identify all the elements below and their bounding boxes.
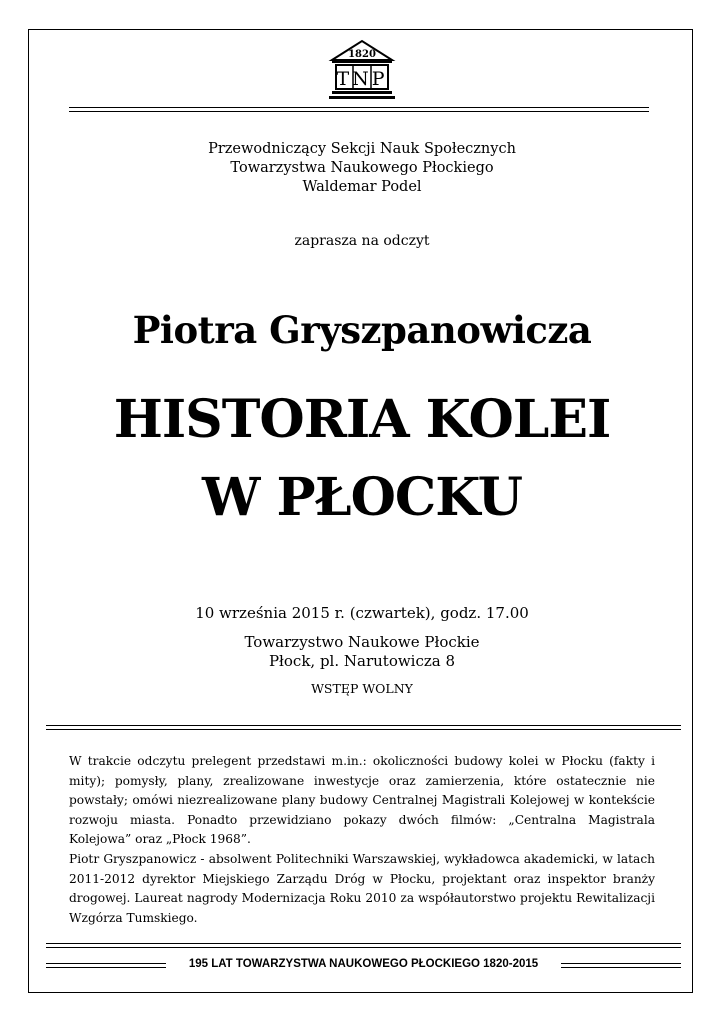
entry-free: WSTĘP WOLNY	[311, 681, 413, 696]
footer	[46, 957, 681, 975]
lecture-author: Piotra Gryszpanowicza	[132, 308, 592, 352]
header-line-1: Przewodniczący Sekcji Nauk Społecznych	[208, 141, 516, 157]
description-paragraph-1: W trakcie odczytu prelegent przedstawi m.in.: okoliczności budowy kolei w Płocku (fakty i mity); pomysły, plany, zrealizowane inwestycje oraz zamierzenia, które ostatecznie nie powstały; omówi niezrealizowane plany budowy Centralnej Magistrali Kolejowej w kontekście rozwoju miasta. Ponadto przewidziano pokazy dwóch filmów: „Centralna Magistrala Kolejowa” oraz „Płock 1968”.	[69, 754, 655, 846]
header-line-3: Waldemar Podel	[302, 179, 422, 195]
logo-year: 1820	[348, 49, 376, 60]
tnp-logo	[328, 38, 396, 100]
top-divider	[69, 107, 649, 112]
header-line-2: Towarzystwa Naukowego Płockiego	[230, 160, 494, 176]
lecture-title-line-1: HISTORIA KOLEI	[113, 389, 611, 450]
logo-letters: TNP	[336, 68, 388, 90]
event-place-line-1: Towarzystwo Naukowe Płockie	[244, 633, 480, 651]
description-paragraph-2: Piotr Gryszpanowicz - absolwent Politechniki Warszawskiej, wykładowca akademicki, w latach 2011-2012 dyrektor Miejskiego Zarządu Dróg w Płocku, projektant oraz inspektor branży drogowej. Laureat nagrody Modernizacja Roku 2010 za współautorstwo projektu Rewitalizacji Wzgórza Tumskiego.	[69, 852, 655, 925]
lecture-title-line-2: W PŁOCKU	[202, 467, 522, 528]
event-place-line-2: Płock, pl. Narutowicza 8	[268, 652, 456, 670]
footer-line-right	[561, 963, 681, 968]
bottom-divider	[46, 943, 681, 948]
footer-text: 195 LAT TOWARZYSTWA NAUKOWEGO PŁOCKIEGO 1820-2015	[188, 958, 539, 970]
footer-line-left	[46, 963, 166, 968]
event-date: 10 września 2015 r. (czwartek), godz. 17.00	[195, 604, 529, 622]
invite-text: zaprasza na odczyt	[294, 233, 430, 249]
middle-divider	[46, 725, 681, 730]
